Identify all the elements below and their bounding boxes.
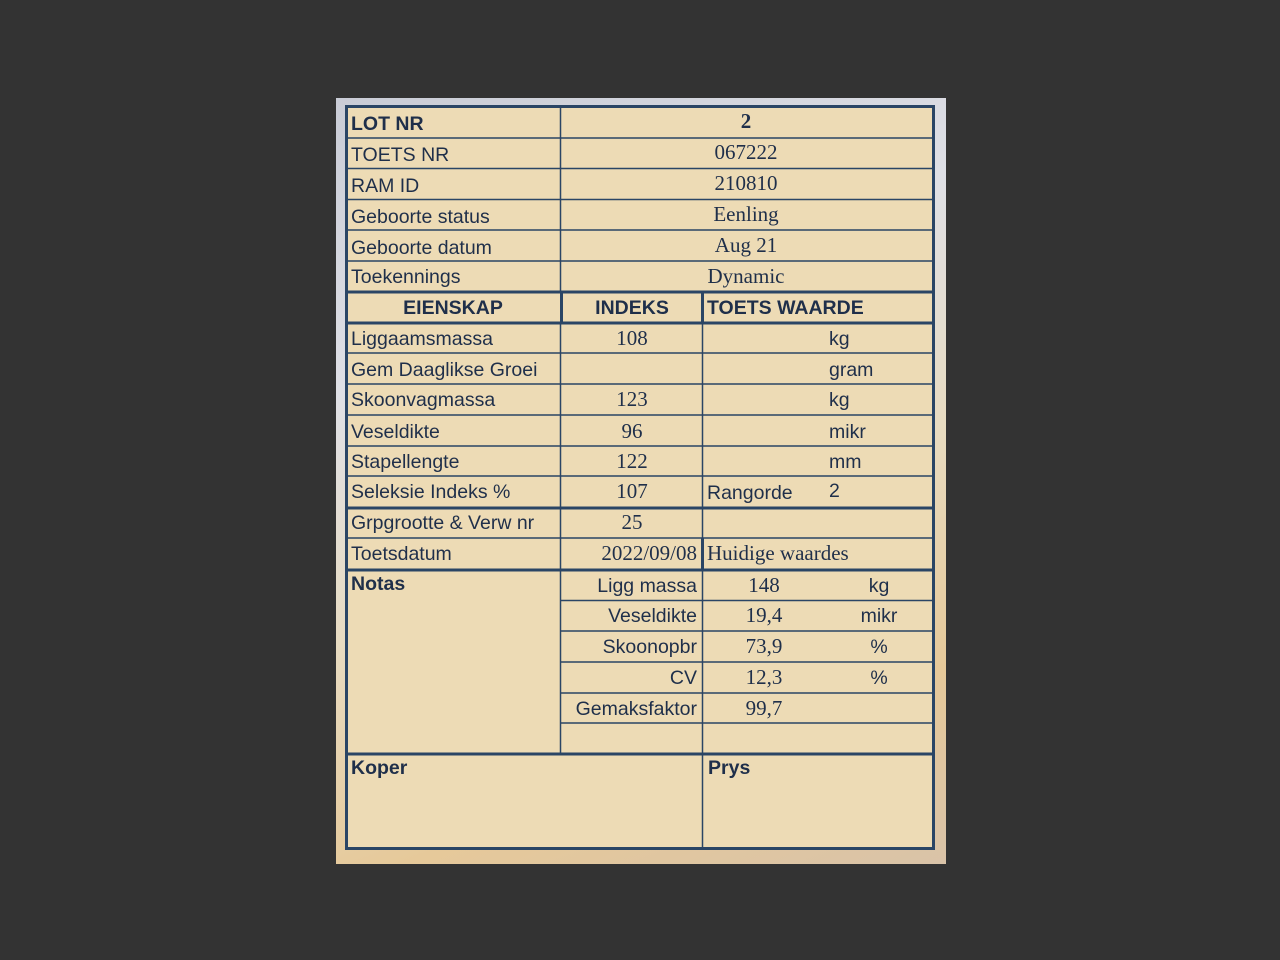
trait-label: Liggaamsmassa	[351, 328, 493, 350]
trait-label: Stapellengte	[351, 451, 460, 473]
column-header-property: EIENSKAP	[403, 297, 503, 319]
trait-index: 123	[616, 387, 648, 411]
ram-id-value: 210810	[714, 171, 778, 195]
current-value-unit: %	[870, 636, 888, 658]
column-header-test-value: TOETS WAARDE	[707, 297, 864, 319]
birth-status-value: Eenling	[713, 202, 779, 226]
trait-index: 122	[616, 449, 648, 473]
current-value: 148	[748, 573, 780, 597]
trait-unit: kg	[829, 328, 850, 350]
test-nr-label: TOETS NR	[351, 144, 450, 166]
trait-unit: gram	[829, 359, 874, 381]
awards-label: Toekennings	[351, 266, 461, 288]
column-header-index: INDEKS	[595, 297, 669, 319]
ram-id-label: RAM ID	[351, 175, 420, 197]
trait-label: Skoonvagmassa	[351, 389, 496, 411]
lot-nr-value: 2	[740, 109, 752, 133]
trait-index: 96	[621, 419, 643, 443]
rank-value: 2	[829, 480, 840, 502]
current-value-unit: mikr	[860, 605, 898, 627]
current-value-label: Skoonopbr	[602, 636, 697, 658]
buyer-label: Koper	[351, 757, 408, 779]
current-value: 73,9	[745, 634, 783, 658]
current-value: 19,4	[745, 603, 783, 627]
current-value-label: CV	[669, 667, 697, 689]
birth-status-label: Geboorte status	[351, 206, 490, 228]
lot-nr-label: LOT NR	[351, 113, 424, 135]
notes-label: Notas	[351, 573, 406, 595]
birth-date-label: Geboorte datum	[351, 237, 492, 259]
trait-unit: mikr	[829, 421, 866, 443]
birth-date-value: Aug 21	[714, 233, 778, 257]
trait-label: Gem Daaglikse Groei	[351, 359, 538, 381]
current-value-label: Gemaksfaktor	[575, 698, 697, 720]
group-size-label: Grpgrootte & Verw nr	[351, 512, 535, 534]
group-size-value: 25	[621, 510, 643, 534]
test-date-label: Toetsdatum	[351, 543, 452, 565]
current-values-label: Huidige waardes	[707, 541, 849, 565]
trait-unit: mm	[829, 451, 862, 473]
trait-label: Veseldikte	[351, 421, 440, 443]
test-nr-value: 067222	[714, 140, 778, 164]
rank-label: Rangorde	[707, 482, 793, 504]
selection-index-value: 107	[616, 479, 648, 503]
current-value-unit: %	[870, 667, 888, 689]
trait-index: 108	[616, 326, 648, 350]
current-value-unit: kg	[868, 575, 890, 597]
test-date-value: 2022/09/08	[601, 541, 697, 565]
current-value: 12,3	[745, 665, 783, 689]
trait-unit: kg	[829, 389, 850, 411]
selection-index-label: Seleksie Indeks %	[351, 481, 511, 503]
awards-value: Dynamic	[707, 264, 785, 288]
current-value: 99,7	[745, 696, 783, 720]
current-value-label: Veseldikte	[608, 605, 697, 627]
price-label: Prys	[708, 757, 751, 779]
current-value-label: Ligg massa	[597, 575, 697, 597]
lot-card	[345, 105, 935, 850]
